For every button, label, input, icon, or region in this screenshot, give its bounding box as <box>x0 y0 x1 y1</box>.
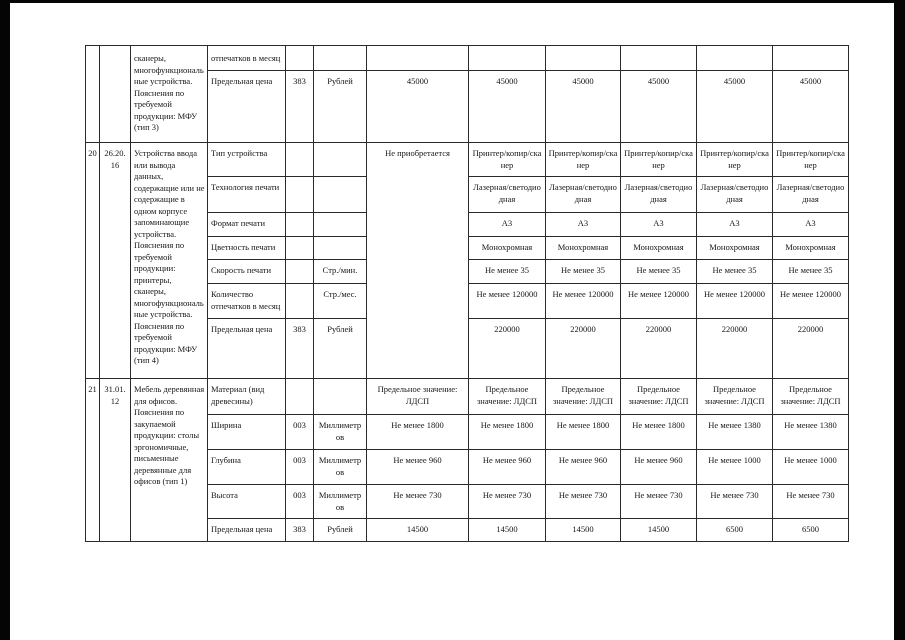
okei-code: 003 <box>286 485 314 519</box>
value-cell: Лазерная/светодио дная <box>697 177 773 213</box>
okei-code: 003 <box>286 450 314 485</box>
value-cell: Не менее 120000 <box>469 284 546 319</box>
value-cell: 14500 <box>546 519 621 542</box>
unit-name: Миллиметр ов <box>314 415 367 450</box>
value-cell: 45000 <box>469 71 546 143</box>
value-cell: А3 <box>546 213 621 237</box>
okei-code <box>286 237 314 260</box>
unit-name: Рублей <box>314 519 367 542</box>
characteristic-name: Ширина <box>208 415 286 450</box>
table-row <box>86 379 849 415</box>
item-description: Мебель деревянная для офисов. Пояснения по закупаемой продукции: столы эргономичные, письменные деревянные для офисов (тип 1) <box>131 379 208 542</box>
value-cell: Не менее 35 <box>621 260 697 284</box>
value-cell: Не менее 730 <box>546 485 621 519</box>
value-cell: Предельное значение: ЛДСП <box>469 379 546 415</box>
value-cell <box>621 46 697 71</box>
unit-name <box>314 177 367 213</box>
value-cell: Не менее 960 <box>546 450 621 485</box>
characteristic-name: Материал (вид древесины) <box>208 379 286 415</box>
value-cell: 220000 <box>546 319 621 379</box>
characteristic-name: Предельная цена <box>208 319 286 379</box>
value-cell: Лазерная/светодио дная <box>773 177 849 213</box>
item-number: 20 <box>86 143 100 379</box>
value-cell: Предельное значение: ЛДСП <box>546 379 621 415</box>
value-cell: 14500 <box>621 519 697 542</box>
unit-name <box>314 46 367 71</box>
unit-name: Рублей <box>314 71 367 143</box>
characteristic-name: Формат печати <box>208 213 286 237</box>
value-cell: 6500 <box>773 519 849 542</box>
value-cell: Не менее 1000 <box>697 450 773 485</box>
value-cell: Не менее 1380 <box>697 415 773 450</box>
unit-name: Миллиметр ов <box>314 450 367 485</box>
value-cell: 45000 <box>367 71 469 143</box>
characteristic-name: Технология печати <box>208 177 286 213</box>
unit-name <box>314 213 367 237</box>
value-cell: А3 <box>469 213 546 237</box>
characteristic-name: Предельная цена <box>208 71 286 143</box>
value-cell: Лазерная/светодио дная <box>546 177 621 213</box>
value-cell: 220000 <box>773 319 849 379</box>
value-cell: Не менее 960 <box>469 450 546 485</box>
value-cell: Лазерная/светодио дная <box>621 177 697 213</box>
value-cell <box>773 46 849 71</box>
value-cell: 6500 <box>697 519 773 542</box>
okei-code: 003 <box>286 415 314 450</box>
okpd2-code: 26.20. 16 <box>100 143 131 379</box>
item-description: сканеры, многофункциональ ные устройства. Пояснения по требуемой продукции: МФУ (тип 3) <box>131 46 208 143</box>
value-cell: Принтер/копир/ска нер <box>621 143 697 177</box>
value-cell: Не менее 120000 <box>773 284 849 319</box>
value-cell: А3 <box>773 213 849 237</box>
okei-code <box>286 213 314 237</box>
value-cell: 45000 <box>621 71 697 143</box>
value-cell: Не менее 120000 <box>621 284 697 319</box>
value-cell: Не менее 120000 <box>546 284 621 319</box>
okei-code: 383 <box>286 71 314 143</box>
value-cell: Не менее 1800 <box>469 415 546 450</box>
value-cell: 45000 <box>697 71 773 143</box>
value-cell: 45000 <box>773 71 849 143</box>
base-value-cell: Не приобретается <box>367 143 469 379</box>
value-cell: Не менее 730 <box>469 485 546 519</box>
value-cell: Монохромная <box>697 237 773 260</box>
value-cell: Не менее 35 <box>546 260 621 284</box>
value-cell: Предельное значение: ЛДСП <box>367 379 469 415</box>
value-cell: Монохромная <box>546 237 621 260</box>
okei-code <box>286 379 314 415</box>
value-cell: Лазерная/светодио дная <box>469 177 546 213</box>
value-cell: Принтер/копир/ска нер <box>546 143 621 177</box>
value-cell: Не менее 730 <box>621 485 697 519</box>
unit-name <box>314 379 367 415</box>
okei-code: 383 <box>286 319 314 379</box>
characteristic-name: Тип устройства <box>208 143 286 177</box>
okpd2-code: 31.01. 12 <box>100 379 131 542</box>
requirements-table <box>85 45 849 542</box>
value-cell <box>469 46 546 71</box>
unit-name: Стр./мес. <box>314 284 367 319</box>
okei-code <box>286 46 314 71</box>
characteristic-name: Глубина <box>208 450 286 485</box>
scan-edge-right <box>894 0 905 640</box>
value-cell: Не менее 1800 <box>621 415 697 450</box>
value-cell: Не менее 1800 <box>367 415 469 450</box>
table-row <box>86 46 849 71</box>
value-cell: Монохромная <box>469 237 546 260</box>
okei-code <box>286 177 314 213</box>
value-cell: А3 <box>697 213 773 237</box>
value-cell: Принтер/копир/ска нер <box>469 143 546 177</box>
value-cell: Не менее 960 <box>621 450 697 485</box>
value-cell: Не менее 1380 <box>773 415 849 450</box>
item-number: 21 <box>86 379 100 542</box>
value-cell: Предельное значение: ЛДСП <box>773 379 849 415</box>
value-cell: Не менее 1000 <box>773 450 849 485</box>
value-cell: Не менее 730 <box>697 485 773 519</box>
value-cell: 45000 <box>546 71 621 143</box>
scan-edge-left <box>0 0 10 640</box>
value-cell: Предельное значение: ЛДСП <box>697 379 773 415</box>
characteristic-name: отпечатков в месяц <box>208 46 286 71</box>
value-cell: А3 <box>621 213 697 237</box>
value-cell: Предельное значение: ЛДСП <box>621 379 697 415</box>
value-cell: Не менее 35 <box>469 260 546 284</box>
characteristic-name: Предельная цена <box>208 519 286 542</box>
unit-name: Стр./мин. <box>314 260 367 284</box>
table-row <box>86 143 849 177</box>
okei-code <box>286 260 314 284</box>
okei-code: 383 <box>286 519 314 542</box>
value-cell: 14500 <box>469 519 546 542</box>
value-cell: Не менее 1800 <box>546 415 621 450</box>
characteristic-name: Цветность печати <box>208 237 286 260</box>
characteristic-name: Скорость печати <box>208 260 286 284</box>
value-cell: Монохромная <box>773 237 849 260</box>
value-cell: 220000 <box>697 319 773 379</box>
okpd2-code <box>100 46 131 143</box>
value-cell: Принтер/копир/ска нер <box>697 143 773 177</box>
okei-code <box>286 284 314 319</box>
value-cell: Не менее 35 <box>773 260 849 284</box>
characteristic-name: Высота <box>208 485 286 519</box>
value-cell: Монохромная <box>621 237 697 260</box>
okei-code <box>286 143 314 177</box>
scan-edge-top <box>0 0 905 3</box>
value-cell: 14500 <box>367 519 469 542</box>
unit-name <box>314 237 367 260</box>
item-number <box>86 46 100 143</box>
value-cell: Не менее 120000 <box>697 284 773 319</box>
value-cell: Не менее 960 <box>367 450 469 485</box>
item-description: Устройства ввода или вывода данных, содержащие или не содержащие в одном корпусе запоминающие устройства. Пояснения по требуемой продукции: принтеры, сканеры, многофункциональ ные устройства. Пояснения по требуемой продукции: МФУ (тип 4) <box>131 143 208 379</box>
value-cell: Принтер/копир/ска нер <box>773 143 849 177</box>
value-cell: 220000 <box>469 319 546 379</box>
characteristic-name: Количество отпечатков в месяц <box>208 284 286 319</box>
value-cell: Не менее 35 <box>697 260 773 284</box>
unit-name <box>314 143 367 177</box>
value-cell: Не менее 730 <box>367 485 469 519</box>
value-cell: Не менее 730 <box>773 485 849 519</box>
value-cell: 220000 <box>621 319 697 379</box>
value-cell <box>546 46 621 71</box>
value-cell <box>697 46 773 71</box>
unit-name: Миллиметр ов <box>314 485 367 519</box>
value-cell <box>367 46 469 71</box>
unit-name: Рублей <box>314 319 367 379</box>
